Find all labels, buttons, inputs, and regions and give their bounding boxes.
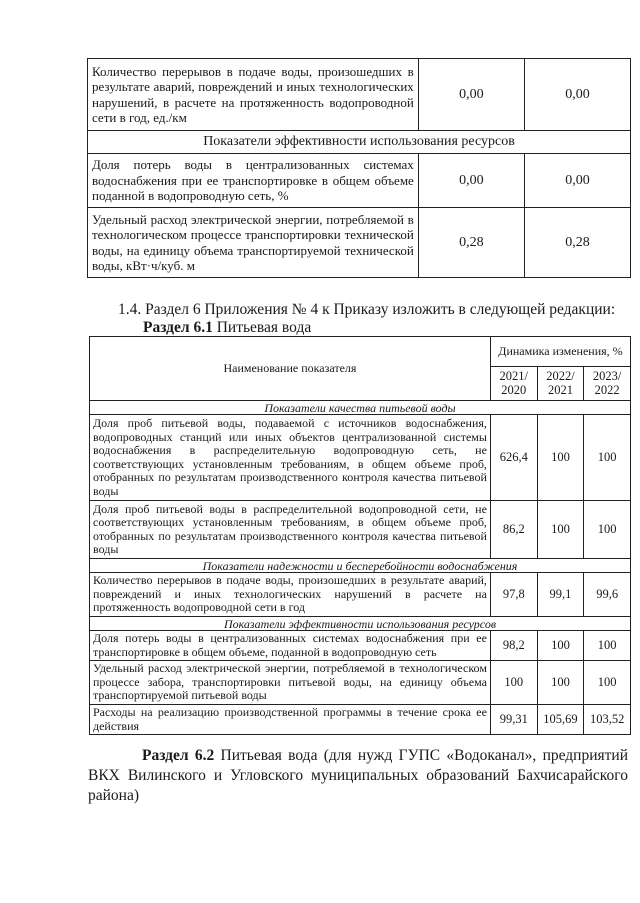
indicator-value: 100 bbox=[537, 661, 584, 705]
indicator-value: 103,52 bbox=[584, 705, 631, 735]
section-row bbox=[90, 617, 631, 631]
indicator-value: 98,2 bbox=[490, 631, 537, 661]
indicator-name: Расходы на реализацию производственной программы в течение срока ее действия bbox=[90, 705, 491, 735]
indicator-value: 626,4 bbox=[490, 415, 537, 501]
table-row bbox=[90, 631, 631, 661]
indicator-name: Удельный расход электрической энергии, потребляемой в технологическом процессе забора, транспортировки питьевой воды, на единицу объема транспортируемой питьевой воды bbox=[90, 661, 491, 705]
amendment-instruction: 1.4. Раздел 6 Приложения № 4 к Приказу изложить в следующей редакции: bbox=[118, 301, 616, 318]
section-title: Питьевая вода (для нужд ГУПС «Водоканал», предприятий ВКХ Вилинского и Угловского муниципальных образований Бахчисарайского района) bbox=[88, 747, 629, 804]
indicator-value: 99,6 bbox=[584, 573, 631, 617]
period-header: 2021/ 2020 bbox=[490, 367, 537, 401]
indicator-value: 0,00 bbox=[524, 154, 630, 208]
indicator-value: 100 bbox=[584, 631, 631, 661]
header-row bbox=[90, 337, 631, 367]
column-header-dynamics: Динамика изменения, % bbox=[490, 337, 630, 367]
table-row bbox=[88, 59, 631, 131]
indicator-value: 100 bbox=[490, 661, 537, 705]
indicator-value: 0,00 bbox=[524, 59, 630, 131]
indicator-value: 0,00 bbox=[418, 154, 524, 208]
table-row bbox=[90, 705, 631, 735]
indicator-name: Количество перерывов в подаче воды, произошедших в результате аварий, повреждений и иных технологических нарушений, в расчете на протяженность водопроводной сети в год, ед./км bbox=[88, 59, 419, 131]
table-row bbox=[90, 573, 631, 617]
indicator-value: 100 bbox=[537, 501, 584, 559]
column-header-name: Наименование показателя bbox=[90, 337, 491, 401]
indicator-value: 100 bbox=[537, 631, 584, 661]
section-heading: Показатели эффективности использования ресурсов bbox=[88, 131, 631, 154]
section-6-1-heading bbox=[143, 318, 311, 338]
indicator-value: 97,8 bbox=[490, 573, 537, 617]
table-row bbox=[90, 661, 631, 705]
indicator-value: 100 bbox=[537, 415, 584, 501]
section-6-2-heading bbox=[88, 746, 628, 806]
section-heading: Показатели надежности и бесперебойности водоснабжения bbox=[90, 559, 631, 573]
section-heading: Показатели эффективности использования ресурсов bbox=[90, 617, 631, 631]
indicator-value: 100 bbox=[584, 501, 631, 559]
indicator-value: 100 bbox=[584, 661, 631, 705]
period-header: 2023/ 2022 bbox=[584, 367, 631, 401]
indicator-value: 0,00 bbox=[418, 59, 524, 131]
section-label: Раздел 6.1 bbox=[143, 319, 213, 336]
section-heading: Показатели качества питьевой воды bbox=[90, 401, 631, 415]
section-row bbox=[90, 401, 631, 415]
indicator-value: 99,31 bbox=[490, 705, 537, 735]
table-row bbox=[88, 208, 631, 278]
indicator-value: 0,28 bbox=[418, 208, 524, 278]
section-row bbox=[90, 559, 631, 573]
indicator-value: 105,69 bbox=[537, 705, 584, 735]
indicator-name: Доля потерь воды в централизованных системах водоснабжения при ее транспортировке в общем объеме поданной в водопроводную сеть, % bbox=[88, 154, 419, 208]
indicator-value: 86,2 bbox=[490, 501, 537, 559]
indicator-name: Количество перерывов в подаче воды, произошедших в результате аварий, повреждений и иных технологических нарушений в расчете на протяженность водопроводной сети в год bbox=[90, 573, 491, 617]
section-row bbox=[88, 131, 631, 154]
section-label: Раздел 6.2 bbox=[142, 747, 215, 764]
indicator-name: Удельный расход электрической энергии, потребляемой в технологическом процессе транспортировки технической воды, на единицу объема транспортируемой технической воды, кВт·ч/куб. м bbox=[88, 208, 419, 278]
table-row bbox=[88, 154, 631, 208]
indicator-value: 0,28 bbox=[524, 208, 630, 278]
indicator-name: Доля проб питьевой воды в распределительной водопроводной сети, не соответствующих установленным требованиям, в общем объеме проб, отобранных по результатам производственного контроля качества питьевой воды bbox=[90, 501, 491, 559]
table-row bbox=[90, 415, 631, 501]
indicator-value: 100 bbox=[584, 415, 631, 501]
section-title: Питьевая вода bbox=[216, 319, 312, 336]
indicator-name: Доля проб питьевой воды, подаваемой с источников водоснабжения, водопроводных станций или иных объектов централизованной системы водоснабжения в распределительную водопроводную сеть, не соответствующих установленным требованиям, в общем объеме проб, отобранных по результатам производственного контроля качества питьевой воды bbox=[90, 415, 491, 501]
previous-section-table bbox=[87, 58, 631, 278]
table-row bbox=[90, 501, 631, 559]
indicator-value: 99,1 bbox=[537, 573, 584, 617]
indicators-table bbox=[89, 336, 631, 735]
period-header: 2022/ 2021 bbox=[537, 367, 584, 401]
indicator-name: Доля потерь воды в централизованных системах водоснабжения при ее транспортировке в общем объеме, поданной в водопроводную сеть bbox=[90, 631, 491, 661]
